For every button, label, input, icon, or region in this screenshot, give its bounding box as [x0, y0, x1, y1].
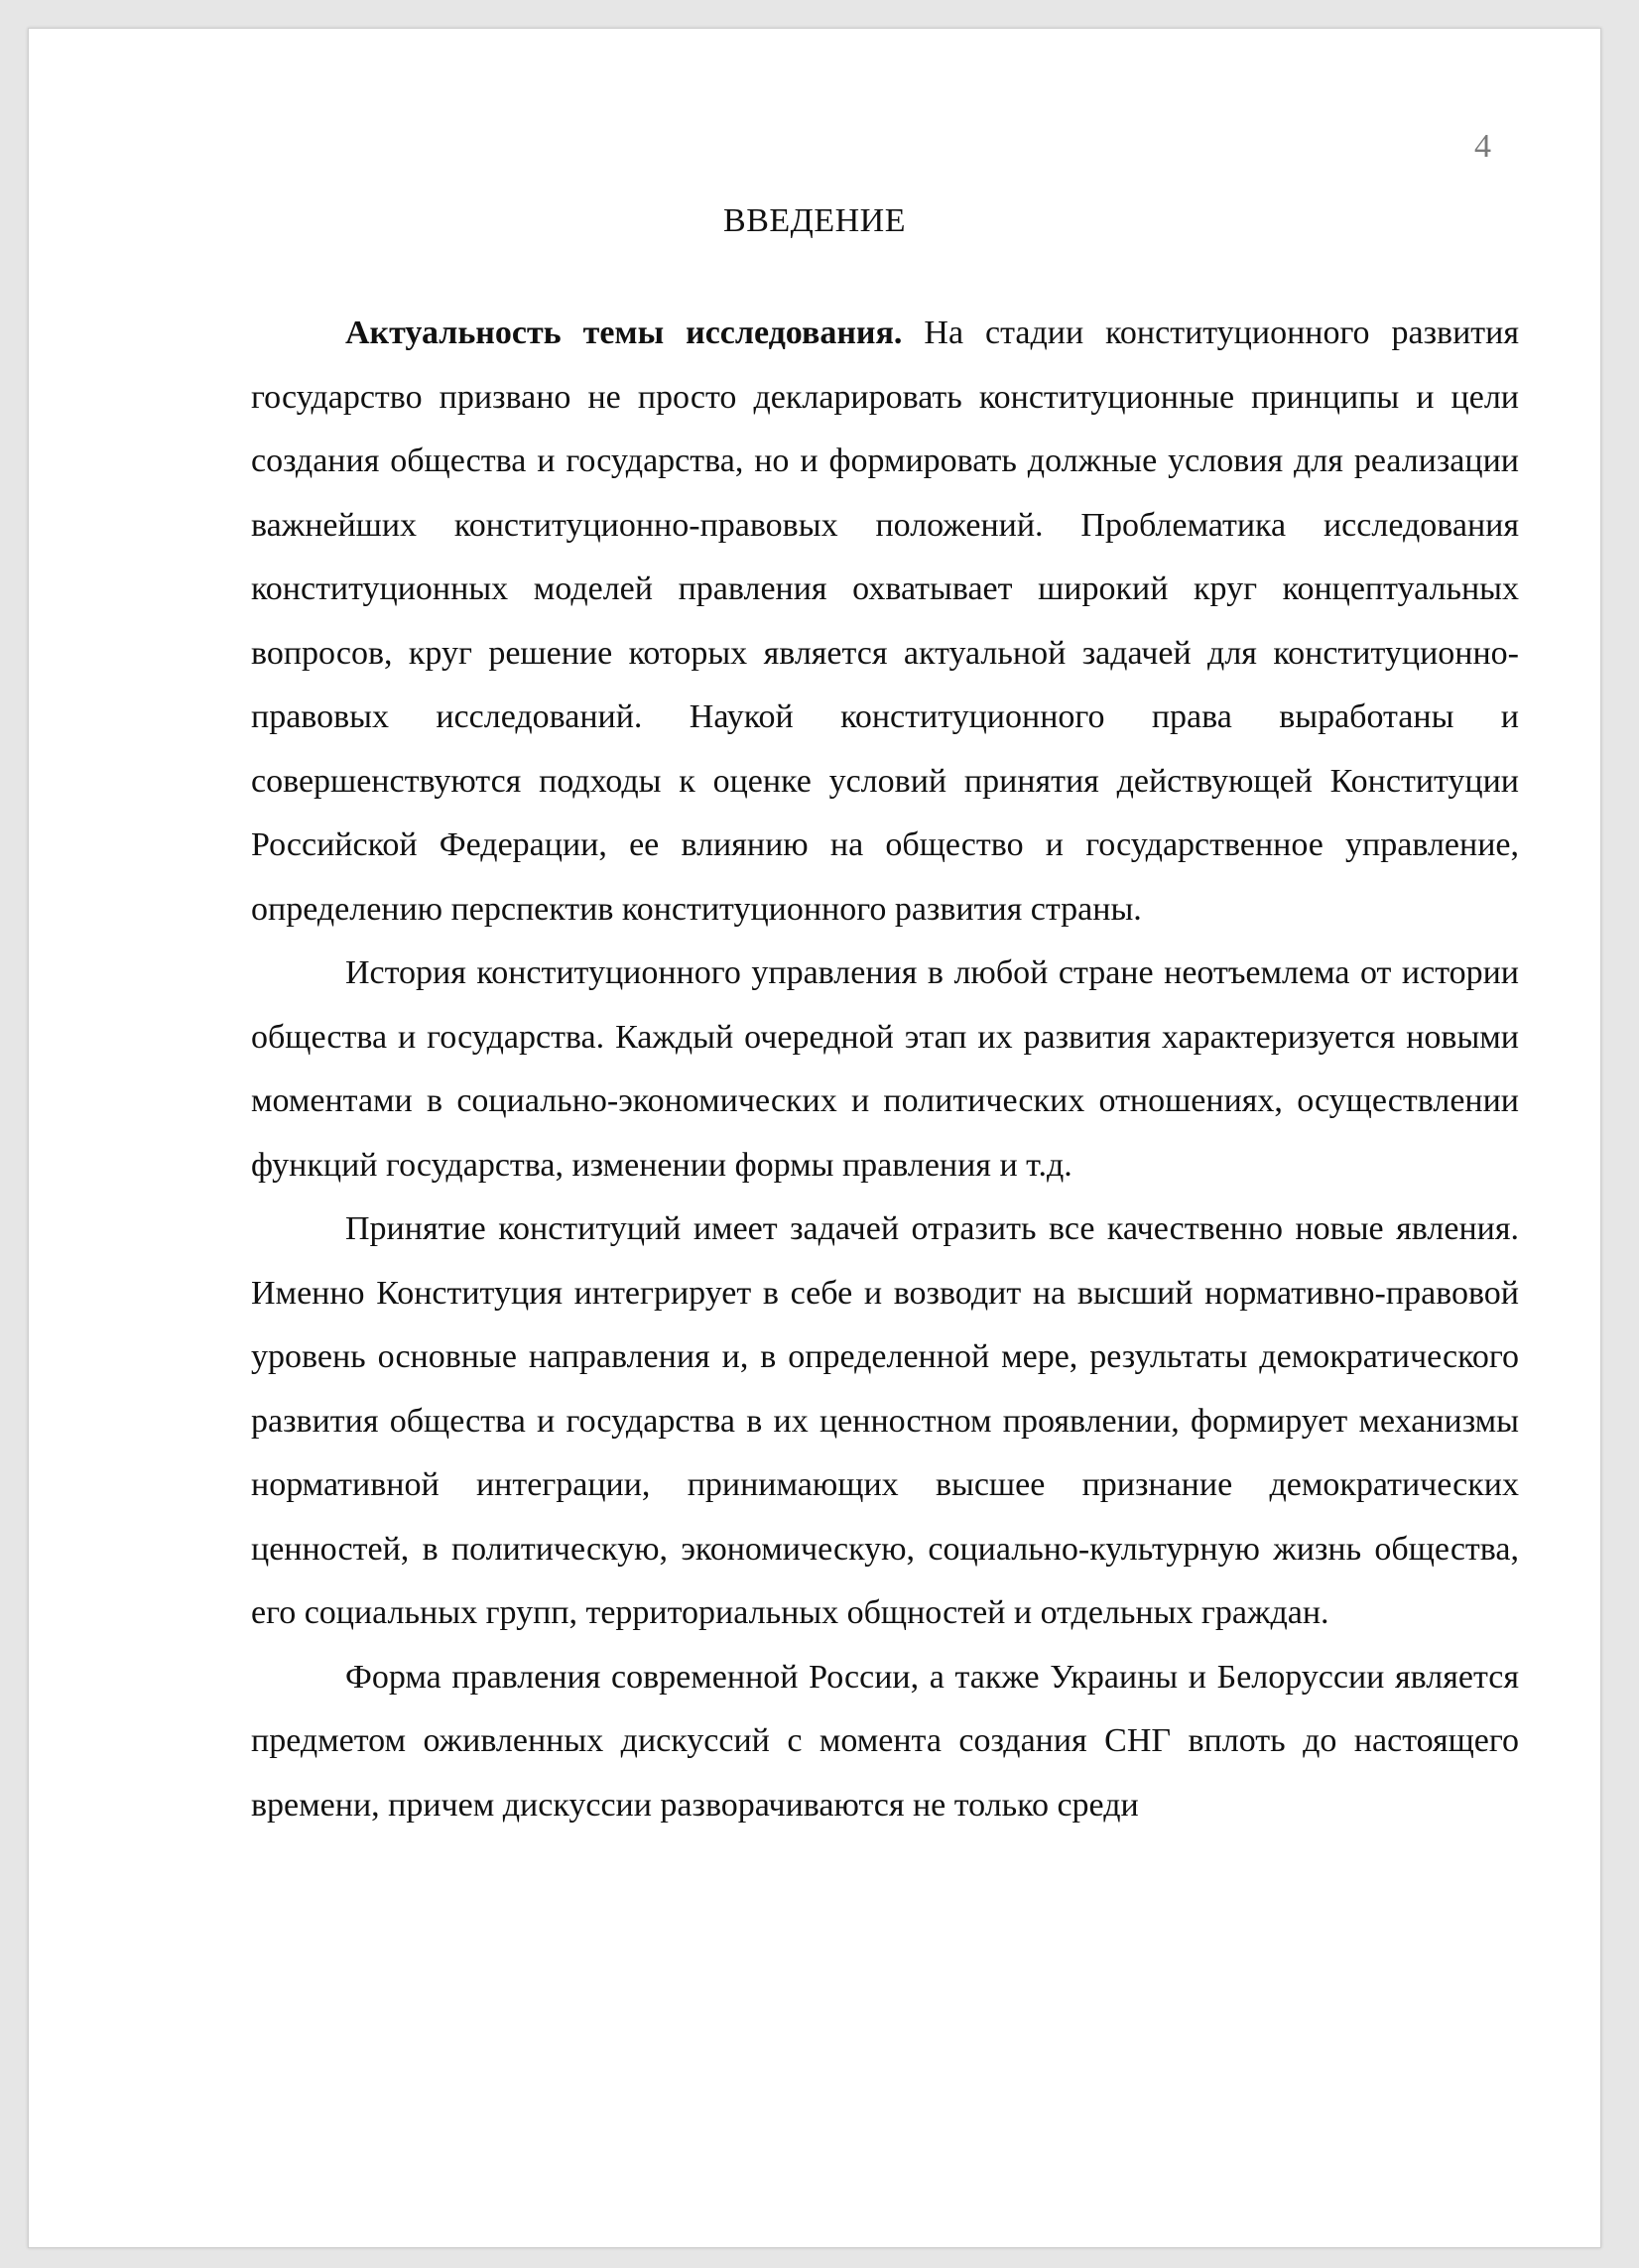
page-number: 4: [1474, 128, 1491, 165]
paragraph-text: На стадии конституционного развития государство призвано не просто декларировать конституционные принципы и цели создания общества и государства, но и формировать должные условия для реализации важнейших конституционно-правовых положений. Проблематика исследования конституционных моделей правления охватывает широкий круг концептуальных вопросов, круг решение которых является актуальной задачей для конституционно-правовых исследований. Наукой конституционного права выработаны и совершенствуются подходы к оценке условий принятия действующей Конституции Российской Федерации, ее влиянию на общество и государственное управление, определению перспектив конституционного развития страны.: [251, 315, 1519, 928]
paragraph-constitutions: Принятие конституций имеет задачей отразить все качественно новые явления. Именно Конституция интегрирует в себе и возводит на высший нормативно-правовой уровень основные направления и, в определенной мере, результаты демократического развития общества и государства в их ценностном проявлении, формирует механизмы нормативной интеграции, принимающих высшее признание демократических ценностей, в политическую, экономическую, социально-культурную жизнь общества, его социальных групп, территориальных общностей и отдельных граждан.: [251, 1210, 1519, 1631]
section-heading: ВВЕДЕНИЕ: [723, 202, 906, 239]
document-page: [28, 28, 1601, 2248]
paragraph-relevance: [251, 302, 1519, 942]
body-text: [251, 302, 1519, 1837]
paragraph-form-of-government: Форма правления современной России, а также Украины и Белоруссии является предметом оживленных дискуссий с момента создания СНГ вплоть до настоящего времени, причем дискуссии разворачиваются не только среди: [251, 1658, 1519, 1824]
paragraph-history: История конституционного управления в любой стране неотъемлема от истории общества и государства. Каждый очередной этап их развития характеризуется новыми моментами в социально-экономических и политических отношениях, осуществлении функций государства, изменении формы правления и т.д.: [251, 954, 1519, 1184]
paragraph-lead-bold: Актуальность темы исследования.: [345, 315, 903, 351]
